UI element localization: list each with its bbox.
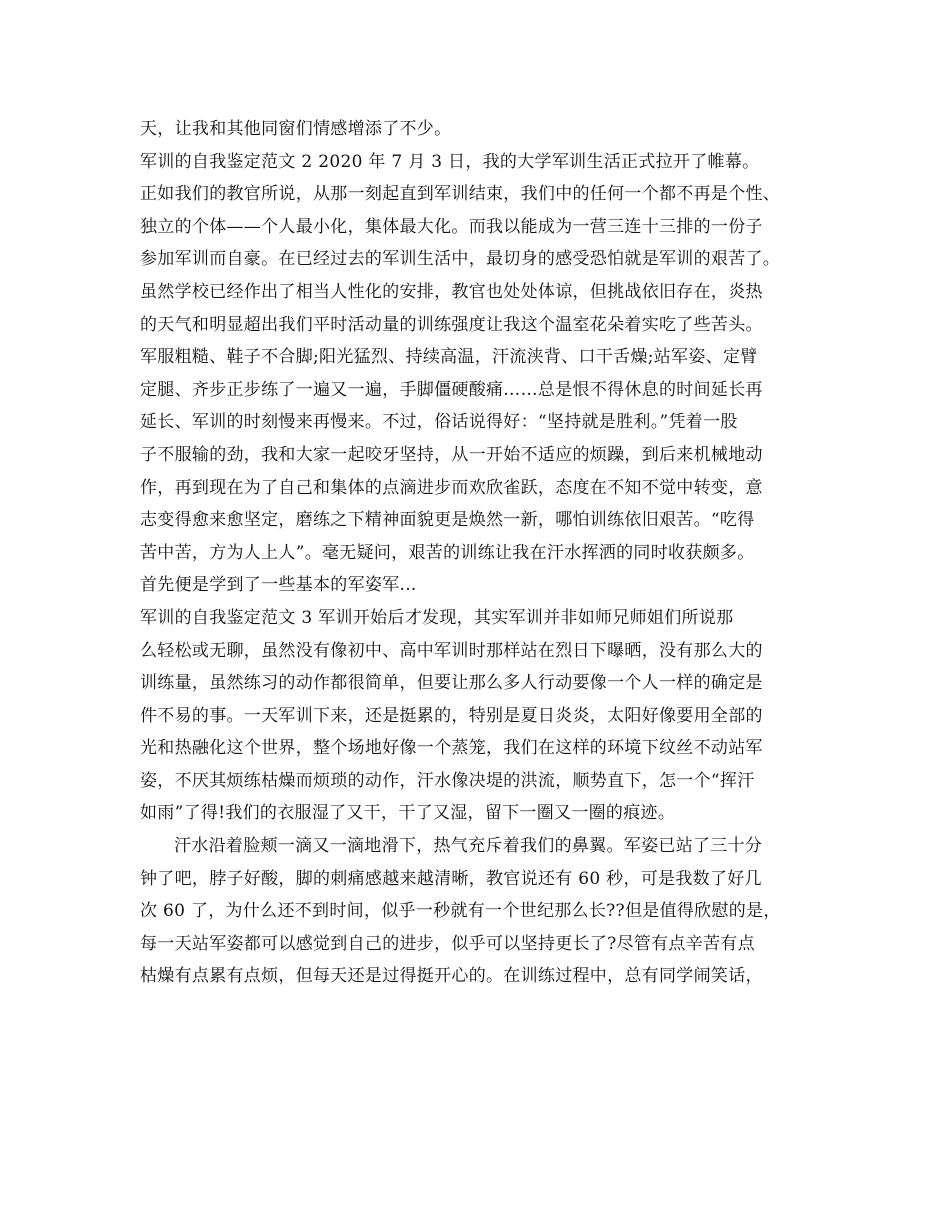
text-line: 军训的自我鉴定范文 3 军训开始后才发现，其实军训并非如师兄师姐们所说那 (140, 607, 734, 628)
text-line: 汗水沿着脸颊一滴又一滴地滑下，热气充斥着我们的鼻翼。军姿已站了三十分 (174, 836, 763, 857)
text-line: 姿，不厌其烦练枯燥而烦琐的动作，汗水像决堤的洪流，顺势直下，怎一个“挥汗 (140, 770, 755, 791)
text-line: 参加军训而自豪。在已经过去的军训生活中，最切身的感受恐怕就是军训的艰苦了。 (140, 249, 781, 270)
text-line: 延长、军训的时刻慢来再慢来。不过，俗话说得好：“坚持就是胜利。”凭着一股 (140, 412, 738, 433)
text-line: 苦中苦，方为人上人”。毫无疑问，艰苦的训练让我在汗水挥洒的同时收获颇多。 (140, 542, 755, 563)
text-line: 军训的自我鉴定范文 2 2020 年 7 月 3 日，我的大学军训生活正式拉开了帷幕。 (140, 151, 760, 172)
text-line: 独立的个体——个人最小化，集体最大化。而我以能成为一营三连十三排的一份子 (140, 216, 763, 237)
text-line: 光和热融化这个世界，整个场地好像一个蒸笼，我们在这样的环境下纹丝不动站军 (140, 738, 763, 759)
text-line: 天，让我和其他同窗们情感增添了不少。 (140, 119, 452, 139)
text-line: 次 60 了，为什么还不到时间，似乎一秒就有一个世纪那么长??但是值得欣慰的是， (140, 901, 781, 922)
text-line: 如雨”了得!我们的衣服湿了又干，干了又湿，留下一圈又一圈的痕迹。 (140, 803, 676, 824)
document-body (140, 113, 816, 993)
text-line: 虽然学校已经作出了相当人性化的安排，教官也处处体谅，但挑战依旧存在，炎热 (140, 281, 763, 302)
text-line: 作，再到现在为了自己和集体的点滴进步而欢欣雀跃，态度在不知不觉中转变，意 (140, 477, 763, 498)
text-line: 么轻松或无聊，虽然没有像初中、高中军训时那样站在烈日下曝晒，没有那么大的 (140, 640, 763, 661)
text-line: 正如我们的教官所说，从那一刻起直到军训结束，我们中的任何一个都不再是个性、 (140, 184, 781, 205)
text-line: 枯燥有点累有点烦，但每天还是过得挺开心的。在训练过程中，总有同学闹笑话， (140, 966, 763, 987)
text-line: 子不服输的劲，我和大家一起咬牙坚持，从一开始不适应的烦躁，到后来机械地动 (140, 444, 763, 465)
text-line: 军服粗糙、鞋子不合脚;阳光猛烈、持续高温，汗流浃背、口干舌燥;站军姿、定臂 (140, 347, 758, 368)
text-line: 训练量，虽然练习的动作都很简单，但要让那么多人行动要像一个人一样的确定是 (140, 673, 763, 694)
text-line: 首先便是学到了一些基本的军姿军... (140, 575, 417, 596)
text-line: 定腿、齐步正步练了一遍又一遍，手脚僵硬酸痛……总是恨不得休息的时间延长再 (140, 379, 763, 400)
text-line: 件不易的事。一天军训下来，还是挺累的，特别是夏日炎炎，太阳好像要用全部的 (140, 705, 763, 726)
text-line: 钟了吧，脖子好酸，脚的刺痛感越来越清晰，教官说还有 60 秒，可是我数了好几 (140, 868, 762, 889)
text-line: 每一天站军姿都可以感觉到自己的进步，似乎可以坚持更长了?尽管有点辛苦有点 (140, 933, 755, 954)
text-line: 的天气和明显超出我们平时活动量的训练强度让我这个温室花朵着实吃了些苦头。 (140, 314, 763, 335)
text-line: 志变得愈来愈坚定，磨练之下精神面貌更是焕然一新，哪怕训练依旧艰苦。“吃得 (140, 510, 755, 531)
